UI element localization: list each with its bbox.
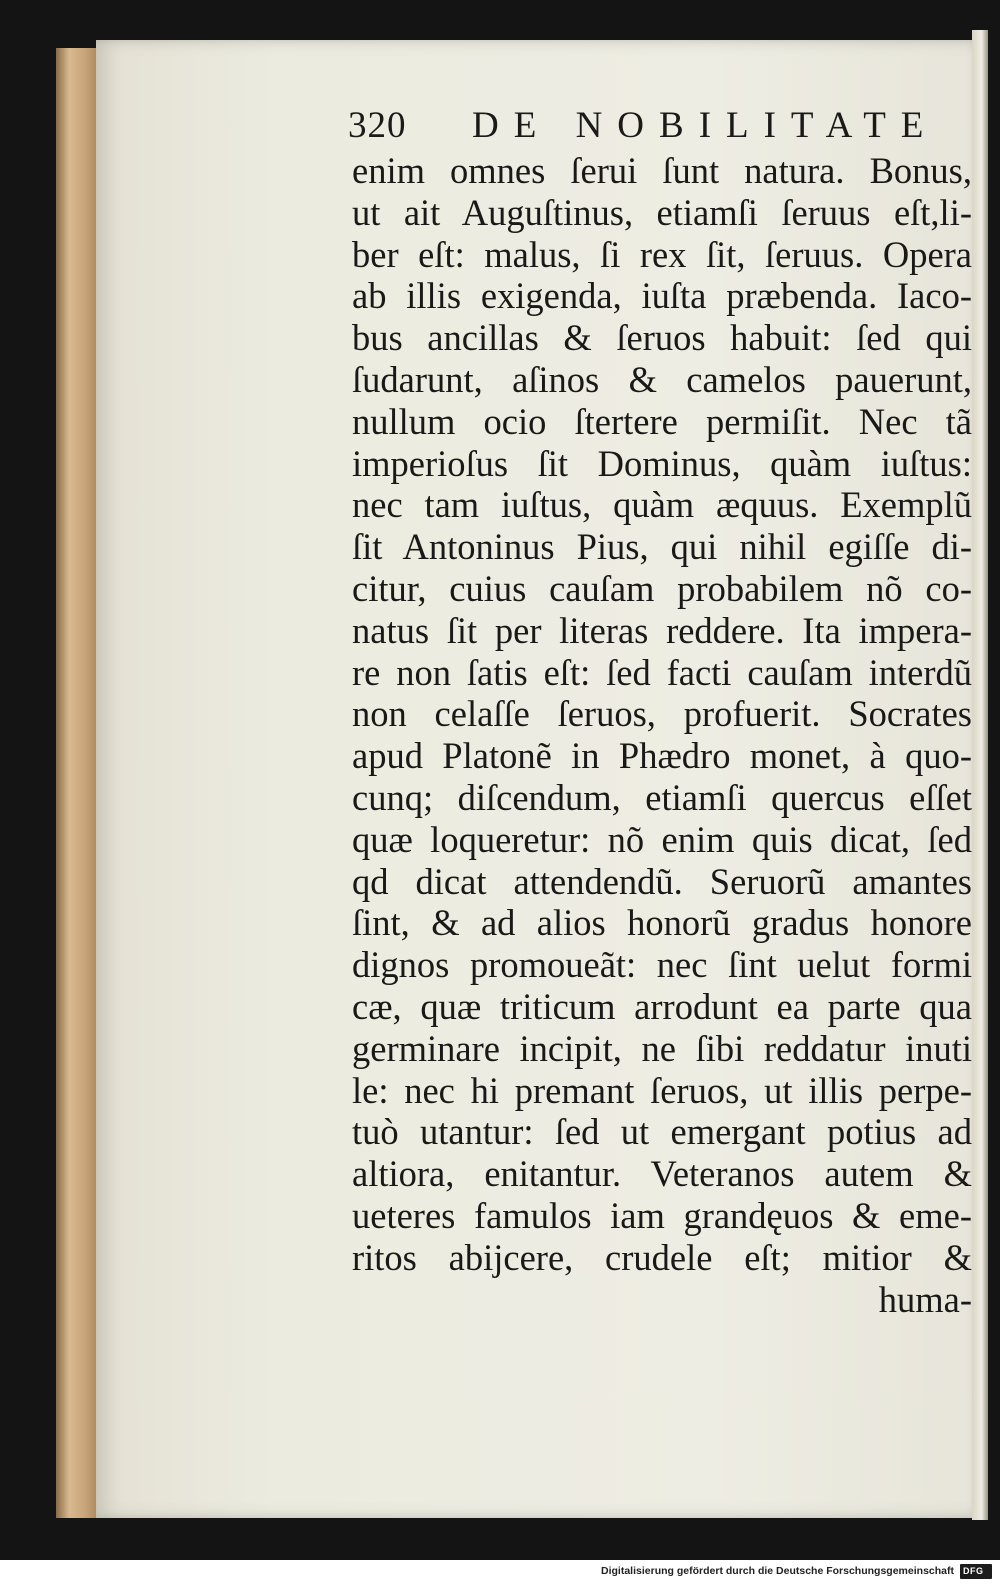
body-text [352, 150, 972, 1320]
book-page-edge [56, 48, 100, 1518]
text-line: cæ, quæ triticum arrodunt ea parte qua [352, 985, 972, 1027]
text-line: nullum ocio ſtertere permiſit. Nec tã [352, 400, 972, 442]
digitization-footer [0, 1560, 1000, 1584]
running-head [348, 104, 939, 152]
text-line: le: nec hi premant ſeruos, ut illis perpe- [352, 1069, 972, 1111]
text-line: natus ſit per literas reddere. Ita impera- [352, 609, 972, 651]
text-line: citur, cuius cauſam probabilem nõ co- [352, 567, 972, 609]
text-line: ut ait Auguſtinus, etiamſi ſeruus eſt,li- [352, 191, 972, 233]
text-line: ſit Antoninus Pius, qui nihil egiſſe di- [352, 526, 972, 568]
text-line: non celaſſe ſeruos, profuerit. Socrates [352, 693, 972, 735]
text-line: ueteres famulos iam grandęuos & eme- [352, 1194, 972, 1236]
text-line: re non ſatis eſt: ſed facti cauſam interdũ [352, 651, 972, 693]
text-line: ſudarunt, aſinos & camelos pauerunt, [352, 358, 972, 400]
book-gutter [972, 30, 988, 1520]
text-line: dignos promoueãt: nec ſint uelut formi [352, 944, 972, 986]
running-head-title: DE NOBILITATE [472, 105, 939, 146]
text-line: ſint, & ad alios honorũ gradus honore [352, 902, 972, 944]
text-line: ab illis exigenda, iuſta præbenda. Iaco- [352, 275, 972, 317]
text-line: altiora, enitantur. Veteranos autem & [352, 1153, 972, 1195]
text-line: nec tam iuſtus, quàm æquus. Exemplũ [352, 484, 972, 526]
text-line: germinare incipit, ne ſibi reddatur inuti [352, 1027, 972, 1069]
text-line: enim omnes ſerui ſunt natura. Bonus, [352, 150, 972, 191]
page-number: 320 [348, 105, 407, 146]
footer-credit: Digitalisierung gefördert durch die Deutsche Forschungsgemeinschaft [601, 1565, 954, 1577]
text-line: ritos abijcere, crudele eſt; mitior & [352, 1236, 972, 1278]
text-line: ber eſt: malus, ſi rex ſit, ſeruus. Opera [352, 233, 972, 275]
text-line: tuò utantur: ſed ut emergant potius ad [352, 1111, 972, 1153]
text-line: imperioſus ſit Dominus, quàm iuſtus: [352, 442, 972, 484]
dfg-logo-icon [960, 1564, 992, 1579]
dfg-logo-text: DFG [963, 1566, 984, 1576]
text-line: apud Platonẽ in Phædro monet, à quo- [352, 735, 972, 777]
catchword: huma- [878, 1278, 972, 1320]
text-line: qd dicat attendendũ. Seruorũ amantes [352, 860, 972, 902]
text-line: bus ancillas & ſeruos habuit: ſed qui [352, 317, 972, 359]
text-line: cunq; diſcendum, etiamſi quercus eſſet [352, 776, 972, 818]
text-line: quæ loqueretur: nõ enim quis dicat, ſed [352, 818, 972, 860]
